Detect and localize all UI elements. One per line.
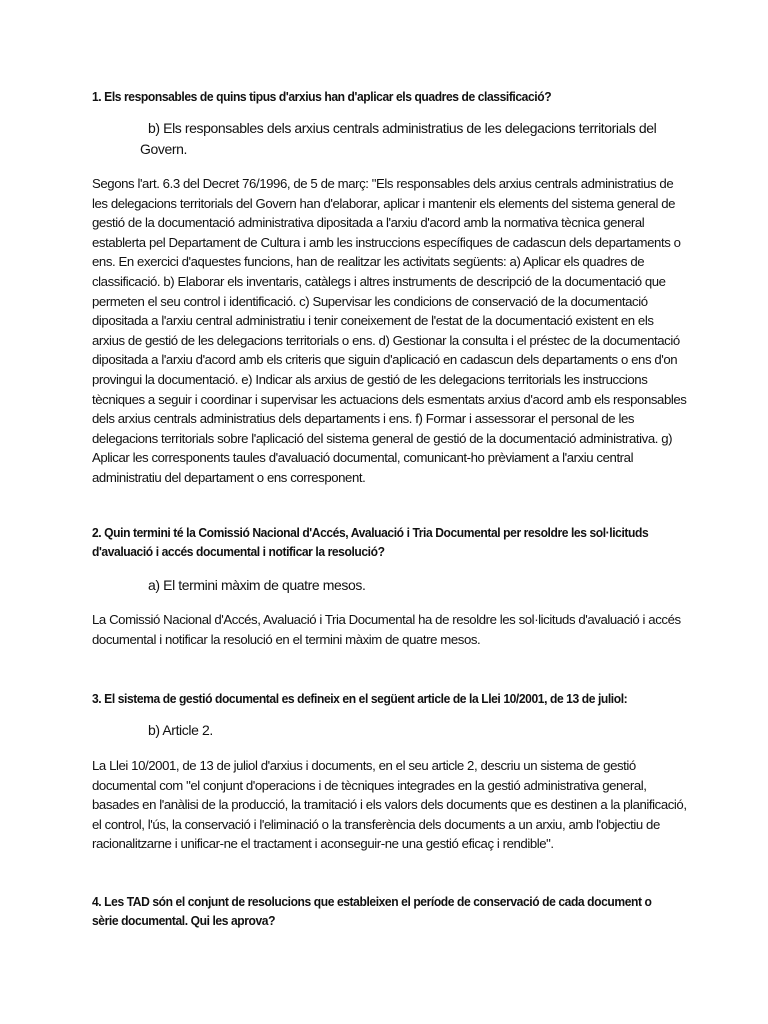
answer-3-text: b) Article 2. <box>148 722 213 738</box>
explanation-3: La Llei 10/2001, de 13 de juliol d'arxius i documents, en el seu article 2, descriu un sistema de gestió documental com "el conjunt d'operacions i de tècniques integrades en la gestió administrativa general, basades en l'anàlisi de la producció, la tramitació i els valors dels documents que es destinen a la planificació, el control, l'ús, la conservació i l'eliminació o la transferència dels documents a un arxiu, amb l'objectiu de racionalitzarne i unificar-ne el tractament i aconseguir-ne una gestió eficaç i rendible". <box>92 758 687 852</box>
answer-2-text: a) El termini màxim de quatre mesos. <box>148 577 366 593</box>
question-3: 3. El sistema de gestió documental es defineix en el següent article de la Llei 10/2001, de 13 de juliol: <box>92 691 628 706</box>
answer-1 <box>140 118 680 160</box>
answer-2 <box>140 575 680 596</box>
explanation-1: Segons l'art. 6.3 del Decret 76/1996, de 5 de març: "Els responsables dels arxius centrals administratius de les delegacions territorials del Govern han d'elaborar, aplicar i mantenir els elements del sistema general de gestió de la documentació administrativa dipositada a l'arxiu d'acord amb la normativa tècnica general establerta pel Departament de Cultura i amb les instruccions específiques de cadascun dels departaments o ens. En exercici d'aquestes funcions, han de realitzar les activitats següents: a) Aplicar els quadres de classificació. b) Elaborar els inventaris, catàlegs i altres instruments de descripció de la documentació que permeten el seu control i identificació. c) Supervisar les condicions de conservació de la documentació dipositada a l'arxiu central administratiu i tenir coneixement de l'estat de la documentació existent en els arxius de gestió de les delegacions territorials o ens. d) Gestionar la consulta i el préstec de la documentació dipositada a l'arxiu d'acord amb els criteris que siguin d'aplicació en cadascun dels departaments o ens d'on provingui la documentació. e) Indicar als arxius de gestió de les delegacions territorials les instruccions tècniques a seguir i coordinar i supervisar les actuacions dels esmentats arxius d'acord amb els responsables dels arxius centrals administratius dels departaments i ens. f) Formar i assessorar el personal de les delegacions territorials sobre l'aplicació del sistema general de gestió de la documentació administrativa. g) Aplicar les corresponents taules d'avaluació documental, comunicant-ho prèviament a l'arxiu central administratiu del departament o ens corresponent. <box>92 176 687 485</box>
question-2: 2. Quin termini té la Comissió Nacional d'Accés, Avaluació i Tria Documental per resoldre les sol·licituds d'avaluació i accés documental i notificar la resolució? <box>92 525 649 559</box>
question-4: 4. Les TAD són el conjunt de resolucions que estableixen el període de conservació de cada document o sèrie documental. Qui les aprova? <box>92 894 652 928</box>
question-1: 1. Els responsables de quins tipus d'arxius han d'aplicar els quadres de classificació? <box>92 89 552 104</box>
answer-1-text: b) Els responsables dels arxius centrals administratius de les delegacions territorials del Govern. <box>140 120 657 157</box>
explanation-2: La Comissió Nacional d'Accés, Avaluació i Tria Documental ha de resoldre les sol·licituds d'avaluació i accés documental i notificar la resolució en el termini màxim de quatre mesos. <box>92 612 681 647</box>
answer-3 <box>140 720 680 741</box>
